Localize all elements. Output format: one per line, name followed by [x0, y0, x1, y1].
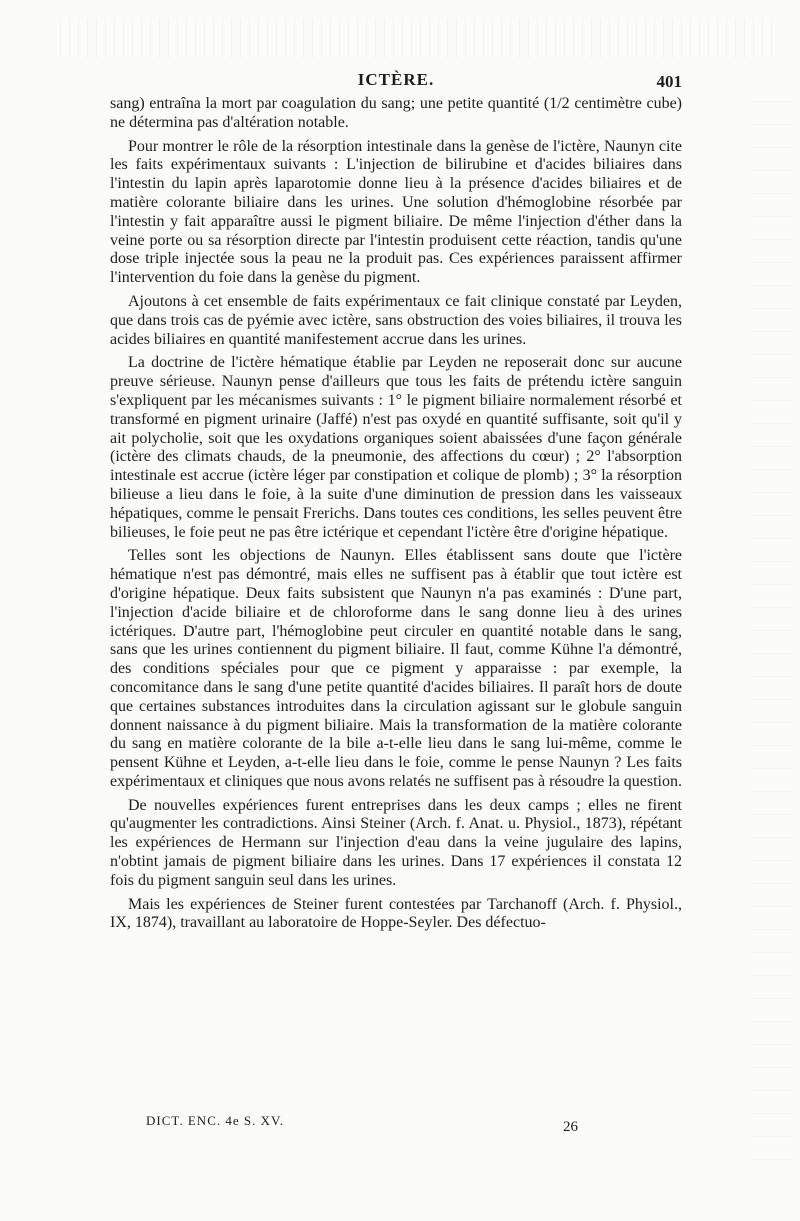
paragraph: Ajoutons à cet ensemble de faits expérimentaux ce fait clinique constaté par Leyden, que dans trois cas de pyémie avec ictère, sans obstruction des voies biliaires, il trouva les acides biliaires en quantité manifestement accrue dans les urines.	[110, 292, 682, 348]
running-head	[110, 70, 682, 94]
paragraph: La doctrine de l'ictère hématique établie par Leyden ne reposerait donc sur aucune preuve sérieuse. Naunyn pense d'ailleurs que tous les faits de prétendu ictère sanguin s'expliquent par les mécanismes suivants : 1° le pigment biliaire normalement résorbé et transformé en pigment urinaire (Jaffé) n'est pas oxydé en quantité suffisante, soit qu'il y ait polycholie, soit que les oxydations organiques soient abaissées d'une façon générale (ictère des climats chauds, de la pneumonie, des affections du cœur) ; 2° l'absorption intestinale est accrue (ictère léger par constipation et colique de plomb) ; 3° la résorption bilieuse a lieu dans le foie, à la suite d'une diminution de pression dans les vaisseaux hépatiques, comme le pensait Frerichs. Dans toutes ces conditions, les selles peuvent être bilieuses, le foie peut ne pas être ictérique et cependant l'ictère être d'origine hépatique.	[110, 354, 682, 541]
body-text	[110, 95, 682, 938]
paragraph: Pour montrer le rôle de la résorption intestinale dans la genèse de l'ictère, Naunyn cite les faits expérimentaux suivants : L'injection de bilirubine et d'acides biliaires dans l'intestin du lapin après laparotomie donne lieu à la présence d'acides biliaires et de matière colorante biliaire dans les urines. Une solution d'hémoglobine résorbée par l'intestin y fait apparaître aussi le pigment biliaire. De même l'injection d'éther dans la veine porte ou sa résorption directe par l'intestin produisent cette réaction, tandis qu'une dose triple injectée sous la peau ne la produit pas. Ces expériences paraissent affirmer l'intervention du foie dans la genèse du pigment.	[110, 137, 682, 287]
paragraph: Telles sont les objections de Naunyn. Elles établissent sans doute que l'ictère hématique n'est pas démontré, mais elles ne suffisent pas à établir que tout ictère est d'origine hépatique. Deux faits subsistent que Naunyn n'a pas examinés : D'une part, l'injection d'acide biliaire et de chloroforme dans le sang donne lieu à des urines ictériques. D'autre part, l'hémoglobine peut circuler en quantité notable dans le sang, sans que les urines contiennent du pigment biliaire. Il faut, comme Kühne l'a démontré, des conditions spéciales pour que ce pigment y apparaisse : par exemple, la concomitance dans le sang d'une petite quantité d'acides biliaires. Il paraît hors de doute que certaines substances introduites dans la circulation agissant sur le globule sanguin donnent naissance à du pigment biliaire. Mais la transformation de la matière colorante du sang en matière colorante de la bile a-t-elle lieu dans le sang lui-même, comme le pensent Kühne et Leyden, a-t-elle lieu dans le foie, comme le pense Naunyn ? Les faits expérimentaux et cliniques que nous avons relatés ne suffisent pas à résoudre la question.	[110, 547, 682, 790]
paragraph: De nouvelles expériences furent entreprises dans les deux camps ; elles ne firent qu'augmenter les contradictions. Ainsi Steiner (Arch. f. Anat. u. Physiol., 1873), répétant les expériences de Hermann sur l'injection d'eau dans la veine jugulaire des lapins, n'obtint jamais de pigment biliaire dans les urines. Dans 17 expériences il constata 12 fois du pigment sanguin seul dans les urines.	[110, 796, 682, 889]
scan-noise-top	[60, 18, 780, 58]
page-title: ICTÈRE.	[357, 70, 435, 89]
page-number: 401	[656, 72, 682, 91]
paragraph: sang) entraîna la mort par coagulation du sang; une petite quantité (1/2 centimètre cube) ne détermina pas d'altération notable.	[110, 95, 682, 131]
footer-sheet-number: 26	[563, 1119, 578, 1135]
paragraph: Mais les expériences de Steiner furent contestées par Tarchanoff (Arch. f. Physiol., IX, 1874), travaillant au laboratoire de Hoppe-Seyler. Des défectuo-	[110, 895, 682, 932]
scan-noise-right	[752, 80, 792, 1160]
footer-signature: DICT. ENC. 4e S. XV.	[146, 1113, 284, 1128]
